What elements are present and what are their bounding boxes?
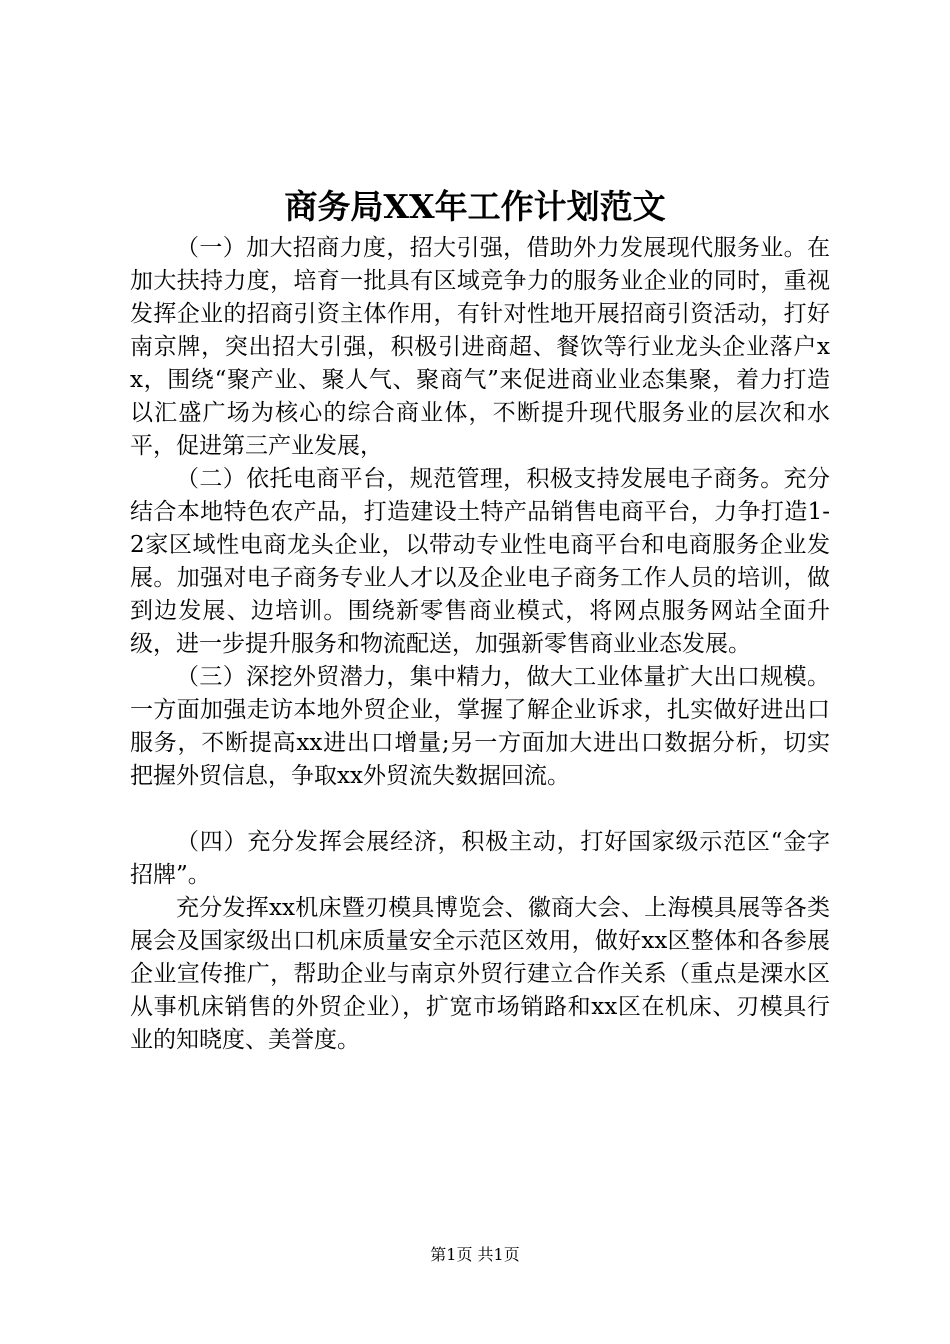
paragraph-2: （二）依托电商平台，规范管理，积极支持发展电子商务。充分结合本地特色农产品，打造建设土特产品销售电商平台，力争打造1-2家区域性电商龙头企业，以带动专业性电商平台和电商服务企业发展。加强对电子商务专业人才以及企业电子商务工作人员的培训，做到边发展、边培训。围绕新零售商业模式，将网点服务网站全面升级，进一步提升服务和物流配送，加强新零售商业业态发展。: [130, 466, 830, 657]
paragraph-4: （四）充分发挥会展经济，积极主动，打好国家级示范区“金字招牌”。: [130, 829, 830, 888]
paragraph-5: 充分发挥xx机床暨刃模具博览会、徽商大会、上海模具展等各类展会及国家级出口机床质量安全示范区效用，做好xx区整体和各参展企业宣传推广，帮助企业与南京外贸行建立合作关系（重点是溧水区从事机床销售的外贸企业），扩宽市场销路和xx区在机床、刃模具行业的知晓度、美誉度。: [130, 895, 830, 1053]
document-body: [130, 232, 830, 1057]
paragraph-1: （一）加大招商力度，招大引强，借助外力发展现代服务业。在加大扶持力度，培育一批具有区域竞争力的服务业企业的同时，重视发挥企业的招商引资主体作用，有针对性地开展招商引资活动，打好南京牌，突出招大引强，积极引进商超、餐饮等行业龙头企业落户xx，围绕“聚产业、聚人气、聚商气”来促进商业业态集聚，着力打造以汇盛广场为核心的综合商业体，不断提升现代服务业的层次和水平，促进第三产业发展，: [130, 235, 830, 459]
document-title: 商务局XX年工作计划范文: [284, 187, 666, 226]
paragraph-3: （三）深挖外贸潜力，集中精力，做大工业体量扩大出口规模。一方面加强走访本地外贸企业，掌握了解企业诉求，扎实做好进出口服务，不断提高xx进出口增量;另一方面加大进出口数据分析，切实把握外贸信息，争取xx外贸流失数据回流。: [130, 664, 830, 789]
page-footer: 第1页 共1页: [430, 1245, 520, 1264]
